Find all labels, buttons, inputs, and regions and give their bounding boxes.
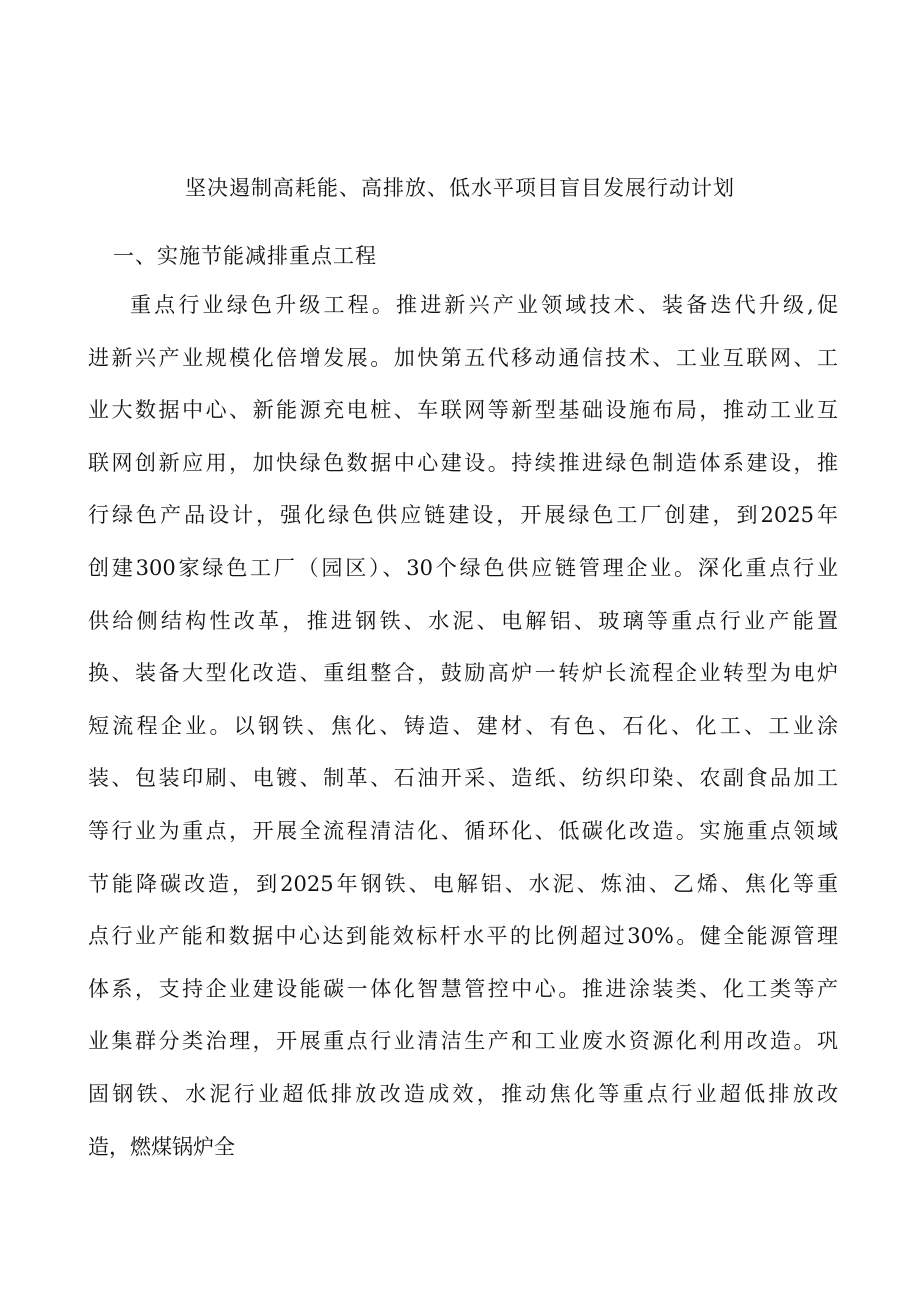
paragraph-line: 点行业产能和数据中心达到能效标杆水平的比例超过30%。健全能源管理 — [88, 924, 838, 949]
document-title: 坚决遏制高耗能、高排放、低水平项目盲目发展行动计划 — [185, 176, 735, 200]
paragraph-line: 固钢铁、水泥行业超低排放改造成效，推动焦化等重点行业超低排放改 — [88, 1081, 838, 1106]
paragraph-line: 换、装备大型化改造、重组整合，鼓励高炉一转炉长流程企业转型为电炉 — [88, 661, 838, 686]
paragraph-line: 造，燃煤锅炉全 — [88, 1134, 235, 1159]
paragraph-line: 体系，支持企业建设能碳一体化智慧管控中心。推进涂装类、化工类等产 — [88, 976, 838, 1001]
section-heading: 一、实施节能减排重点工程 — [113, 244, 377, 268]
paragraph-line: 行绿色产品设计，强化绿色供应链建设，开展绿色工厂创建，到2025年 — [88, 503, 838, 528]
paragraph-line: 业集群分类治理，开展重点行业清洁生产和工业废水资源化利用改造。巩 — [88, 1029, 838, 1054]
paragraph-line: 创建300家绿色工厂（园区）、30个绿色供应链管理企业。深化重点行业 — [88, 555, 838, 580]
body-paragraph — [88, 285, 838, 1179]
paragraph-line: 业大数据中心、新能源充电桩、车联网等新型基础设施布局，推动工业互 — [88, 398, 838, 423]
paragraph-line: 装、包装印刷、电镀、制革、石油开采、造纸、纺织印染、农副食品加工 — [88, 766, 838, 791]
paragraph-line: 联网创新应用，加快绿色数据中心建设。持续推进绿色制造体系建设，推 — [88, 450, 838, 475]
paragraph-line: 供给侧结构性改革，推进钢铁、水泥、电解铝、玻璃等重点行业产能置 — [88, 608, 838, 633]
paragraph-line: 重点行业绿色升级工程。推进新兴产业领域技术、装备迭代升级,促 — [130, 293, 838, 317]
paragraph-line: 节能降碳改造，到2025年钢铁、电解铝、水泥、炼油、乙烯、焦化等重 — [88, 871, 838, 896]
paragraph-line: 短流程企业。以钢铁、焦化、铸造、建材、有色、石化、化工、工业涂 — [88, 713, 838, 738]
paragraph-line: 进新兴产业规模化倍增发展。加快第五代移动通信技术、工业互联网、工 — [88, 345, 838, 370]
paragraph-line: 等行业为重点，开展全流程清洁化、循环化、低碳化改造。实施重点领域 — [88, 818, 838, 843]
